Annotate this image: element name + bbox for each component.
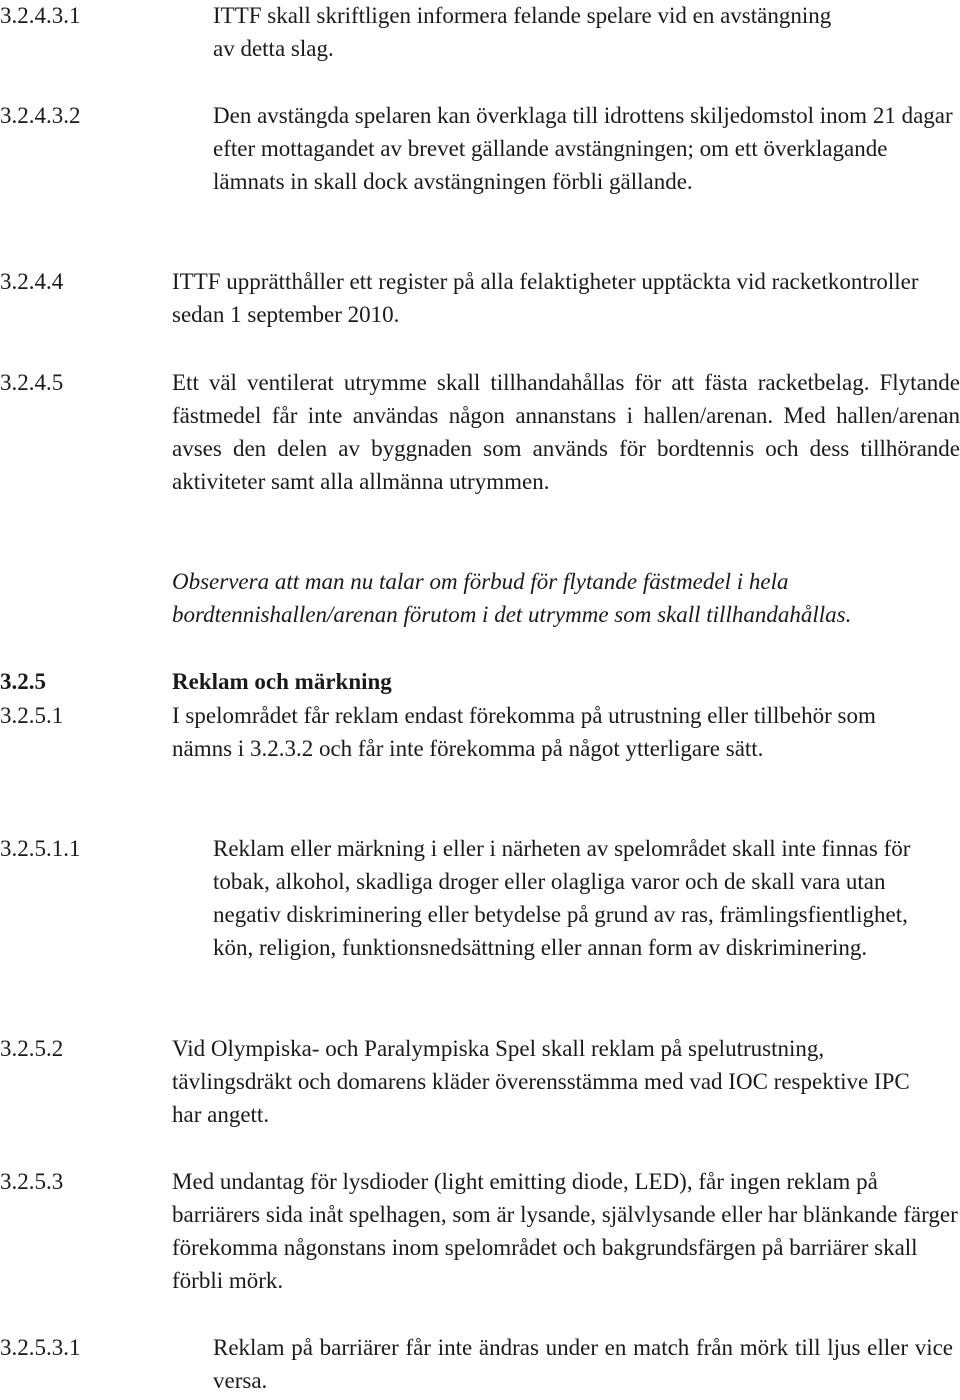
clause-text: I spelområdet får reklam endast förekomma på utrustning eller tillbehör som nämns i 3.2.3.2 och får inte förekomma på något ytterligare sätt. xyxy=(172,703,876,761)
clause-text: Reklam eller märkning i eller i närheten av spelområdet skall inte finnas för tobak, alkohol, skadliga droger eller olagliga varor och de skall vara utan negativ diskriminering eller betydelse på grund av ras, främlingsfientlighet, kön, religion, funktionsnedsättning eller annan form av diskriminering. xyxy=(213,836,911,960)
clause-text: ITTF upprätthåller ett register på alla felaktigheter upptäckta vid racketkontroller sedan 1 september 2010. xyxy=(172,269,919,327)
clause-number: 3.2.4.5 xyxy=(0,370,64,395)
clause-number: 3.2.4.3.1 xyxy=(0,3,81,28)
clause-text: Med undantag för lysdioder (light emitting diode, LED), får ingen reklam på barriärers sida inåt spelhagen, som är lysande, självlysande eller har blänkande färger förekomma någonstans inom spelområdet och bakgrundsfärgen på barriärer skall förbli mörk. xyxy=(172,1169,958,1293)
clause-text: Den avstängda spelaren kan överklaga till idrottens skiljedomstol inom 21 dagar efter mottagandet av brevet gällande avstängningen; om ett överklagande lämnats in skall dock avstängningen förbli gällande. xyxy=(213,103,953,194)
clause-number: 3.2.4.4 xyxy=(0,269,64,294)
clause-text: ITTF skall skriftligen informera felande spelare vid en avstängning av detta slag. xyxy=(213,3,832,61)
clause-number: 3.2.5.2 xyxy=(0,1036,64,1061)
section-number: 3.2.5 xyxy=(0,669,46,694)
clause-number: 3.2.4.3.2 xyxy=(0,103,81,128)
section-heading: Reklam och märkning xyxy=(172,669,392,694)
clause-text: Vid Olympiska- och Paralympiska Spel skall reklam på spelutrustning, tävlingsdräkt och domarens kläder överensstämma med vad IOC respektive IPC har angett. xyxy=(172,1036,910,1127)
italic-note: Observera att man nu talar om förbud för flytande fästmedel i hela bordtennishallen/arenan förutom i det utrymme som skall tillhandahållas. xyxy=(172,569,852,627)
clause-number: 3.2.5.1 xyxy=(0,703,64,728)
clause-number: 3.2.5.3 xyxy=(0,1169,64,1194)
clause-text: Ett väl ventilerat utrymme skall tillhandahållas för att fästa racketbelag. Flytande fästmedel får inte användas någon annanstans i hallen/arenan. Med hallen/arenan avses den delen av byggnaden som används för bordtennis och dess tillhörande aktiviteter samt alla allmänna utrymmen. xyxy=(172,370,960,494)
clause-text: Reklam på barriärer får inte ändras under en match från mörk till ljus eller vice versa. xyxy=(213,1335,953,1393)
clause-number: 3.2.5.3.1 xyxy=(0,1335,81,1360)
clause-number: 3.2.5.1.1 xyxy=(0,836,81,861)
